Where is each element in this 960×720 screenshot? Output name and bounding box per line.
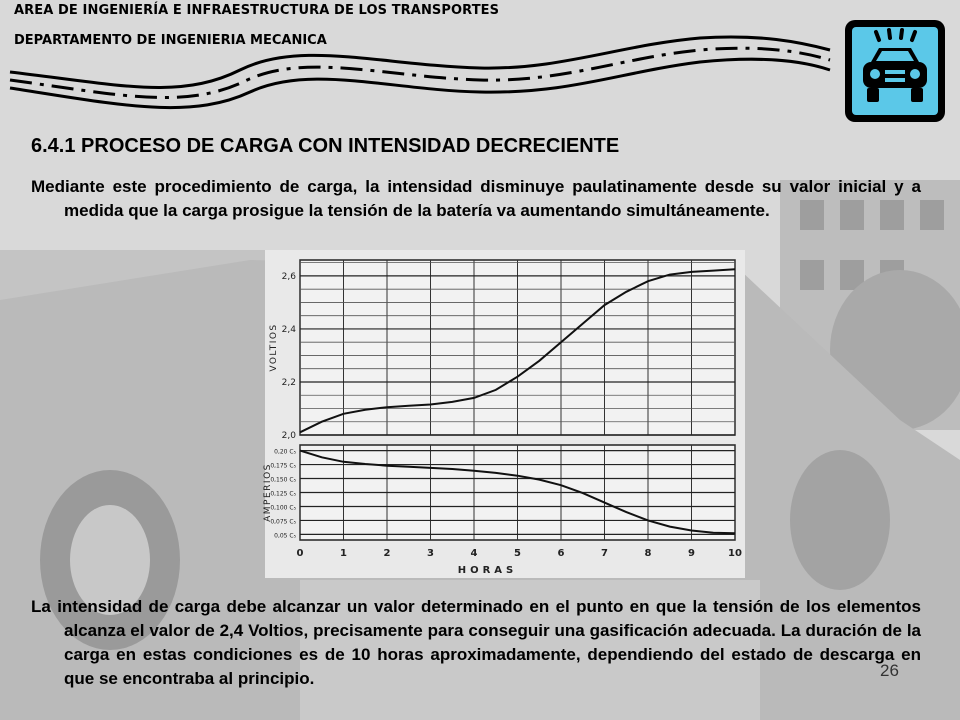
volt-ytick-label: 2,0 xyxy=(281,431,296,441)
amp-ylabel: AMPERIOS xyxy=(263,463,273,522)
volt-ytick-label: 2,6 xyxy=(281,271,296,282)
volt-ytick-label: 2,4 xyxy=(281,324,296,335)
charging-chart xyxy=(265,250,745,578)
amp-ytick-label: 0,150 C₅ xyxy=(270,476,296,484)
amp-ytick-label: 0,05 C₅ xyxy=(274,532,296,540)
charging-chart-svg xyxy=(265,250,745,578)
x-tick-label: 10 xyxy=(728,548,742,559)
x-tick-label: 5 xyxy=(514,548,521,559)
amp-ytick-label: 0,075 C₅ xyxy=(270,518,296,526)
volt-ytick-label: 2,2 xyxy=(281,377,296,388)
intro-paragraph: Mediante este procedimiento de carga, la intensidad disminuye paulatinamente desde su valor inicial y a medida que la carga prosigue la tensión de la batería va aumentando simultáneamente. xyxy=(31,177,921,220)
x-tick-label: 2 xyxy=(383,548,391,559)
x-tick-label: 7 xyxy=(601,548,608,559)
header-department-area: AREA DE INGENIERÍA E INFRAESTRUCTURA DE LOS TRANSPORTES xyxy=(14,3,500,18)
page-number: 26 xyxy=(880,661,899,680)
volt-ylabel: VOLTIOS xyxy=(269,323,279,372)
x-tick-label: 0 xyxy=(296,548,304,559)
amp-ytick-label: 0,125 C₅ xyxy=(270,490,296,498)
road-decoration xyxy=(0,30,840,120)
x-tick-label: 1 xyxy=(340,548,347,559)
x-tick-label: 9 xyxy=(688,548,695,559)
x-tick-label: 3 xyxy=(427,548,434,559)
amp-ytick-label: 0,175 C₅ xyxy=(270,462,296,470)
x-tick-label: 6 xyxy=(557,548,565,559)
x-tick-label: 4 xyxy=(470,548,478,559)
section-title: 6.4.1 PROCESO DE CARGA CON INTENSIDAD DECRECIENTE xyxy=(31,135,620,157)
closing-paragraph: La intensidad de carga debe alcanzar un valor determinado en el punto en que la tensión de los elementos alcanza el valor de 2,4 Voltios, precisamente para conseguir una gasificación adecuada. La duración de la carga en estas condiciones es de 10 horas aproximadamente, dependiendo del estado de descarga en que se encontraba al principio. xyxy=(31,597,921,688)
header-department: DEPARTAMENTO DE INGENIERIA MECANICA xyxy=(14,33,327,48)
x-tick-label: 8 xyxy=(644,548,652,559)
car-front-icon xyxy=(843,18,947,124)
amp-ytick-label: 0,20 C₅ xyxy=(274,448,296,456)
amp-ytick-label: 0,100 C₅ xyxy=(270,504,296,512)
x-axis-label: HORAS xyxy=(457,565,518,576)
